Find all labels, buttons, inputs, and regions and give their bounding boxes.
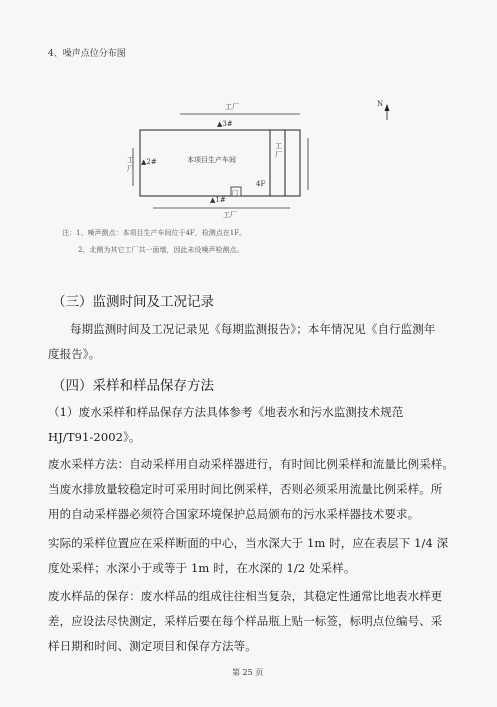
noise-point-diagram xyxy=(125,100,405,265)
section-4-line-8: 废水样品的保存：废水样品的组成往往相当复杂，其稳定性通常比地表水样更 xyxy=(48,589,443,603)
section-4-line-10: 样日期和时间、测定项目和保存方法等。 xyxy=(48,639,257,653)
factory-label-top: 工厂 xyxy=(225,103,239,111)
section-3-line-1: 每期监测时间及工况记录见《每期监测报告》；本年情况见《自行监测年 xyxy=(70,322,436,336)
section-3-line-2: 度报告》。 xyxy=(48,347,101,361)
factory-label-right: 工厂 xyxy=(275,142,282,159)
section-4-line-5: 用的自动采样器必须符合国家环境保护总局颁布的污水采样器技术要求。 xyxy=(48,507,420,521)
section-4-heading: （四）采样和样品保存方法 xyxy=(52,378,214,394)
section-4-line-2: HJ/T91-2002》。 xyxy=(48,430,141,444)
north-label: N xyxy=(377,100,384,108)
page-number: 第 25 页 xyxy=(232,668,264,677)
point-2-label: ▲2# xyxy=(141,158,157,166)
factory-label-left: 工厂 xyxy=(127,156,134,173)
point-1-label: ▲1# xyxy=(210,196,226,204)
building-label: 本项目生产车间 xyxy=(187,156,236,164)
point-3-label: ▲3# xyxy=(217,120,233,128)
section-4-line-1: （1）废水采样和样品保存方法具体参考《地表水和污水监测技术规范 xyxy=(48,405,404,419)
floor-label: 4F xyxy=(256,180,266,188)
diagram-note-1: 注：1、噪声测点：本项目生产车间位于4F，检测点在1F。 xyxy=(62,229,247,237)
noise-map-title: 4、噪声点位分布图 xyxy=(48,49,126,59)
section-4-line-9: 差，应设法尽快测定，采样后要在每个样品瓶上贴一标签，标明点位编号、采 xyxy=(48,614,443,628)
section-4-line-3: 废水采样方法：自动采样用自动采样器进行，有时间比例采样和流量比例采样。 xyxy=(48,457,454,471)
section-4-line-4: 当废水排放量较稳定时可采用时间比例采样，否则必须采用流量比例采样。所 xyxy=(48,482,443,496)
door-label: 门 xyxy=(232,190,239,197)
section-3-heading: （三）监测时间及工况记录 xyxy=(52,294,214,310)
diagram-note-2: 2、北侧为其它工厂共一面墙，因此未设噪声检测点。 xyxy=(78,246,244,254)
section-4-line-6: 实际的采样位置应在采样断面的中心，当水深大于 1m 时，应在表层下 1/4 深 xyxy=(48,536,449,550)
factory-label-bottom: 工厂 xyxy=(223,211,237,219)
section-4-line-7: 度处采样；水深小于或等于 1m 时，在水深的 1/2 处采样。 xyxy=(48,561,356,575)
north-arrow-head xyxy=(385,104,390,111)
